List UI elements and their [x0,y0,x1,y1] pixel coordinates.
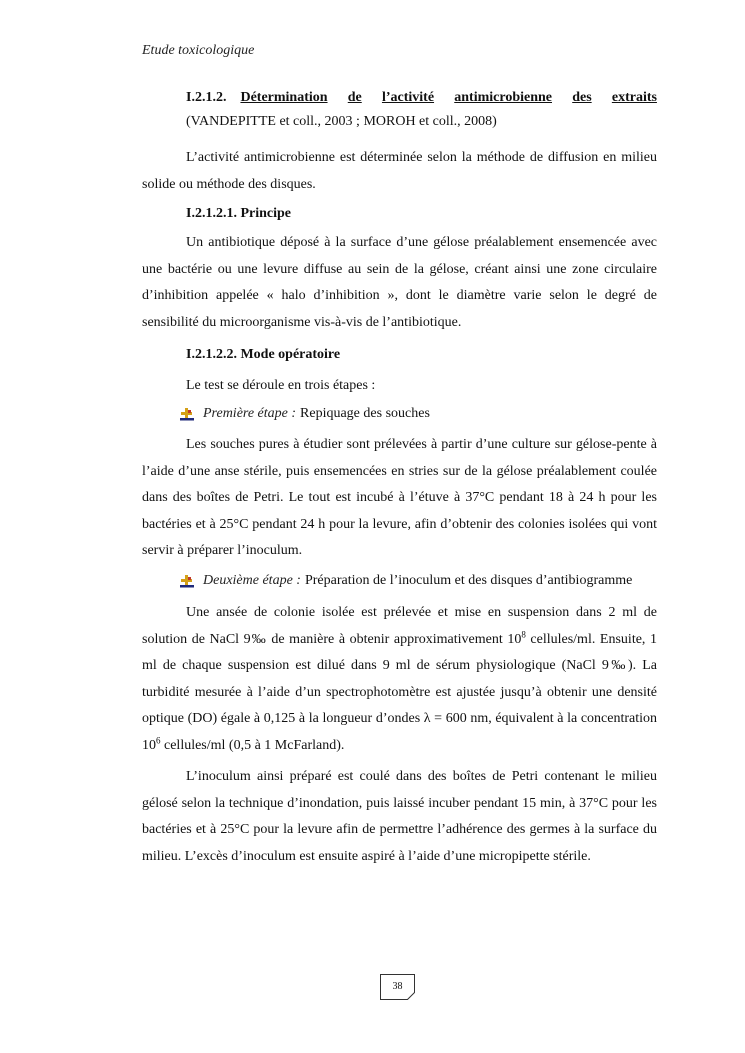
step-2-label: Deuxième étape : [203,573,301,588]
intro-paragraph: L’activité antimicrobienne est déterminée selon la méthode de diffusion en milieu solide ou méthode des disques. [142,150,657,192]
bullet-icon [180,574,194,588]
title-word: Détermination [240,90,328,105]
step-2-body-2: L’inoculum ainsi préparé est coulé dans des boîtes de Petri contenant le milieu gélosé selon la technique d’inondation, puis laissé incuber pendant 15 min, à 37°C pour les bactéries et à 25°C pour la levure afin de permettre l’adhérence des germes à la surface du milieu. L’excès d’inoculum est ensuite aspiré à l’aide d’une micropipette stérile. [142,769,657,864]
section-title [240,90,657,106]
principe-heading: I.2.1.2.1. Principe [186,206,291,221]
bullet-icon [180,407,194,421]
step-2-text: Préparation de l’inoculum et des disques d’antibiogramme [304,573,633,588]
page-number: 38 [380,974,415,1000]
step-1-label: Première étape : [203,406,297,421]
step-2-body: Une ansée de colonie isolée est prélevée et mise en suspension dans 2 ml de solution de NaCl 9‰ de manière à obtenir approximativement $10^8$ cellules/ml. Ensuite, 1 ml de chaque suspension est dilué dans 9 ml de sérum physiologique (NaCl 9‰). La turbidité mesurée à l’aide d’un spectrophotomètre est ajustée jusqu’à obtenir une densité optique (DO) égale à 0,125 à la longueur d’ondes λ = 600 nm, équivalent à la concentration $10^6$ cellules/ml (0,5 à 1 McFarland). [142,605,658,753]
page-fold-icon [407,992,415,1000]
section-heading [186,90,657,106]
mode-intro: Le test se déroule en trois étapes : [186,378,376,393]
title-word: antimicrobienne [454,90,552,105]
step-1 [180,406,430,422]
step-2 [180,573,632,589]
section-reference: (VANDEPITTE et coll., 2003 ; MOROH et coll., 2008) [186,114,497,129]
title-word: de [347,90,362,105]
mode-heading: I.2.1.2.2. Mode opératoire [186,347,341,362]
title-word: l’activité [381,90,435,105]
title-word: extraits [611,90,657,105]
section-number: I.2.1.2. [186,90,227,105]
title-word: des [572,90,592,105]
principe-paragraph: Un antibiotique déposé à la surface d’une gélose préalablement ensemencée avec une bactérie ou une levure diffuse au sein de la gélose, créant ainsi une zone circulaire d’inhibition appelée « halo d’inhibition », dont le diamètre varie selon le degré de sensibilité du microorganisme vis-à-vis de l’antibiotique. [142,235,657,330]
step-1-body: Les souches pures à étudier sont prélevées à partir d’une culture sur gélose-pente à l’aide d’une anse stérile, puis ensemencées en stries sur de la gélose préalablement coulée dans des boîtes de Petri. Le tout est incubé à l’étuve à 37°C pendant 18 à 24 h pour les bactéries et à 25°C pendant 24 h pour la levure, afin d’obtenir des colonies isolées qui vont servir à préparer l’inoculum. [142,437,657,558]
page-header: Etude toxicologique [142,43,255,58]
step-1-text: Repiquage des souches [300,406,430,421]
